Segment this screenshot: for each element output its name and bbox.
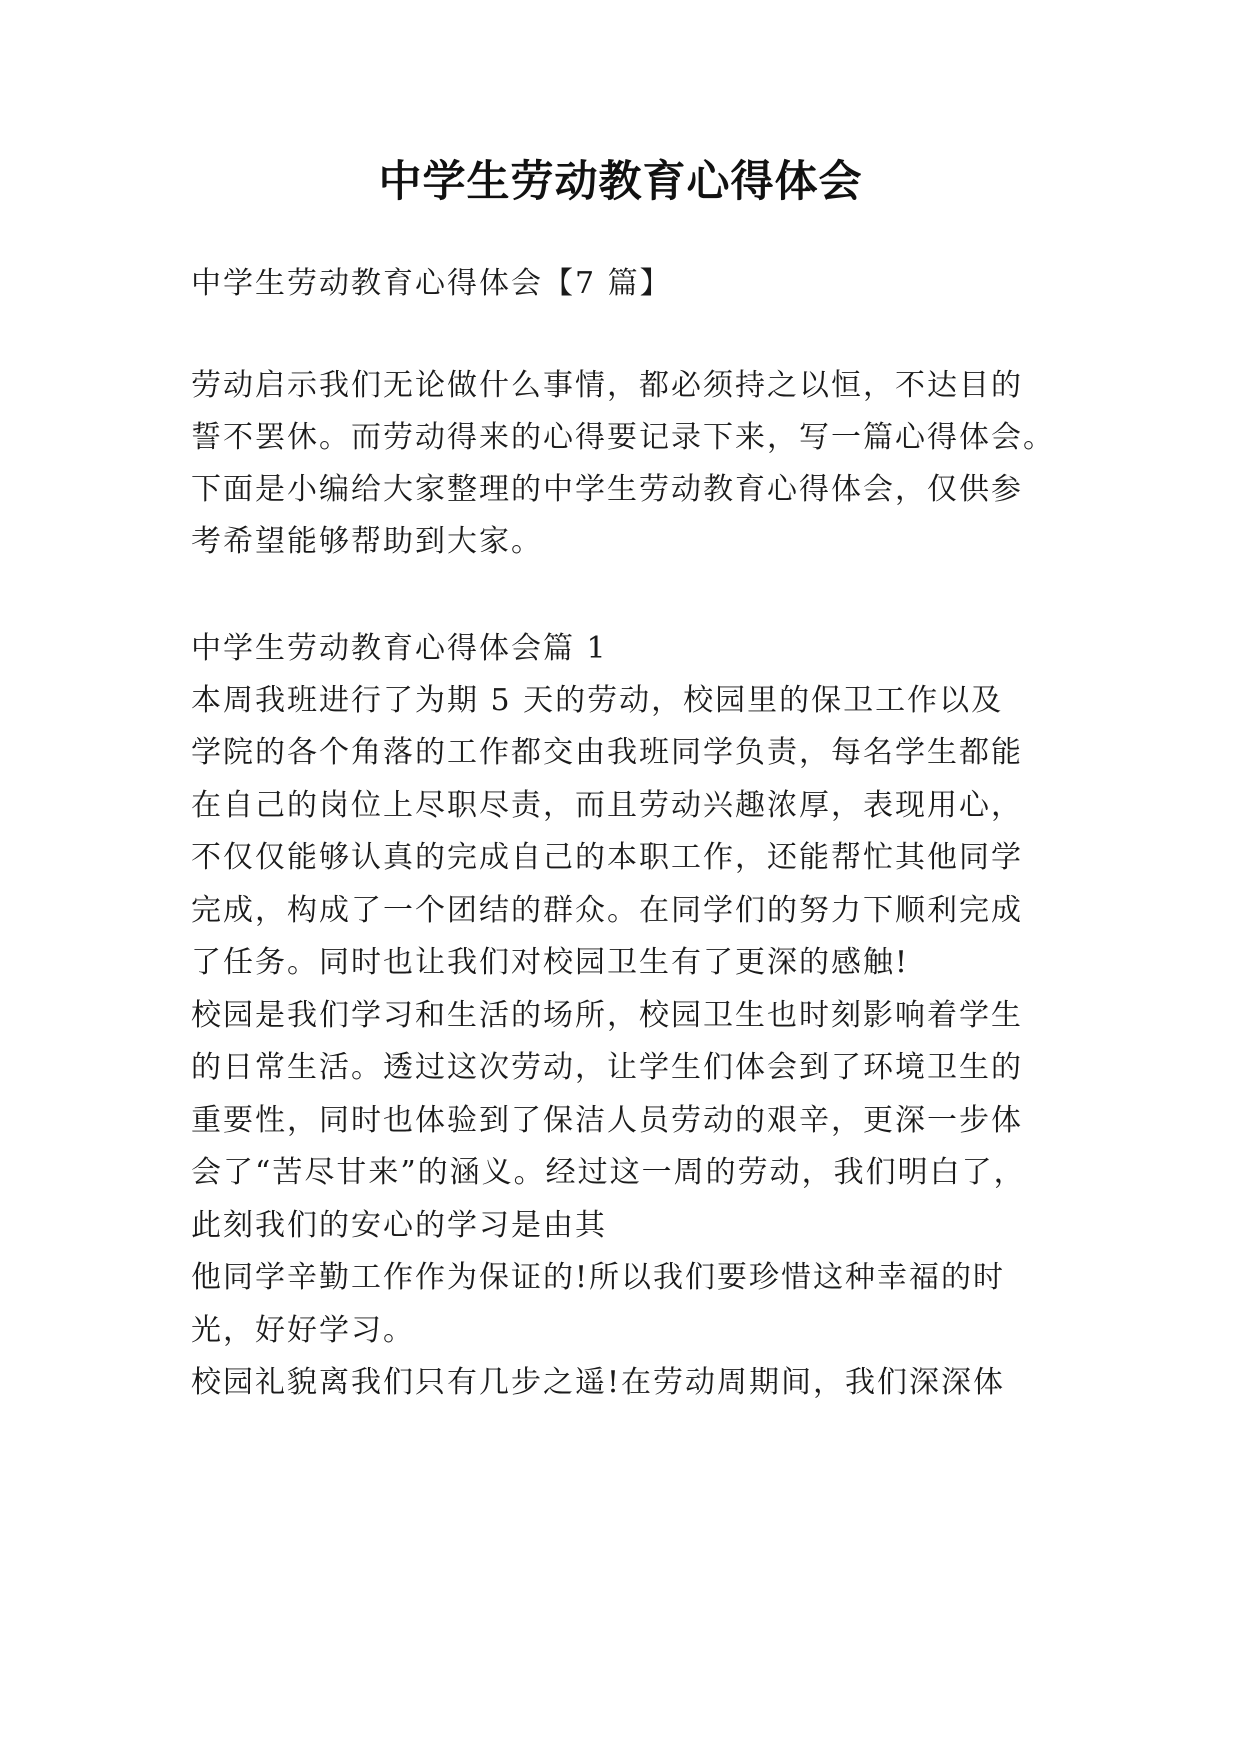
paragraph-line: 本周我班进行了为期 5 天的劳动，校园里的保卫工作以及 xyxy=(191,683,1004,718)
paragraph-line: 重要性，同时也体验到了保洁人员劳动的艰辛，更深一步体 xyxy=(191,1103,1023,1138)
intro-line: 誓不罢休。而劳动得来的心得要记录下来，写一篇心得体会。 xyxy=(191,420,1055,455)
paragraph-line: 完成，构成了一个团结的群众。在同学们的努力下顺利完成 xyxy=(191,893,1023,928)
paragraph-line: 校园礼貌离我们只有几步之遥!在劳动周期间，我们深深体 xyxy=(191,1365,1006,1400)
section-heading: 中学生劳动教育心得体会篇 1 xyxy=(191,631,608,666)
paragraph-line: 光，好好学习。 xyxy=(191,1313,415,1348)
intro-line: 下面是小编给大家整理的中学生劳动教育心得体会，仅供参 xyxy=(191,472,1023,507)
paragraph-line: 会了“苦尽甘来”的涵义。经过这一周的劳动，我们明白了， xyxy=(191,1155,1026,1190)
intro-line: 劳动启示我们无论做什么事情，都必须持之以恒，不达目的 xyxy=(191,368,1023,403)
paragraph-line: 他同学辛勤工作作为保证的!所以我们要珍惜这种幸福的时 xyxy=(191,1260,1006,1295)
paragraph-line: 了任务。同时也让我们对校园卫生有了更深的感触! xyxy=(191,945,910,980)
paragraph-line: 不仅仅能够认真的完成自己的本职工作，还能帮忙其他同学 xyxy=(191,840,1023,875)
paragraph-line: 校园是我们学习和生活的场所，校园卫生也时刻影响着学生 xyxy=(191,998,1023,1033)
paragraph-line: 的日常生活。透过这次劳动，让学生们体会到了环境卫生的 xyxy=(191,1050,1023,1085)
document-title: 中学生劳动教育心得体会 xyxy=(378,157,863,207)
paragraph-line: 此刻我们的安心的学习是由其 xyxy=(191,1208,607,1243)
document-subtitle: 中学生劳动教育心得体会【7 篇】 xyxy=(191,266,672,301)
paragraph-line: 在自己的岗位上尽职尽责，而且劳动兴趣浓厚，表现用心， xyxy=(191,788,1023,823)
intro-line: 考希望能够帮助到大家。 xyxy=(191,524,543,559)
paragraph-line: 学院的各个角落的工作都交由我班同学负责，每名学生都能 xyxy=(191,735,1023,770)
